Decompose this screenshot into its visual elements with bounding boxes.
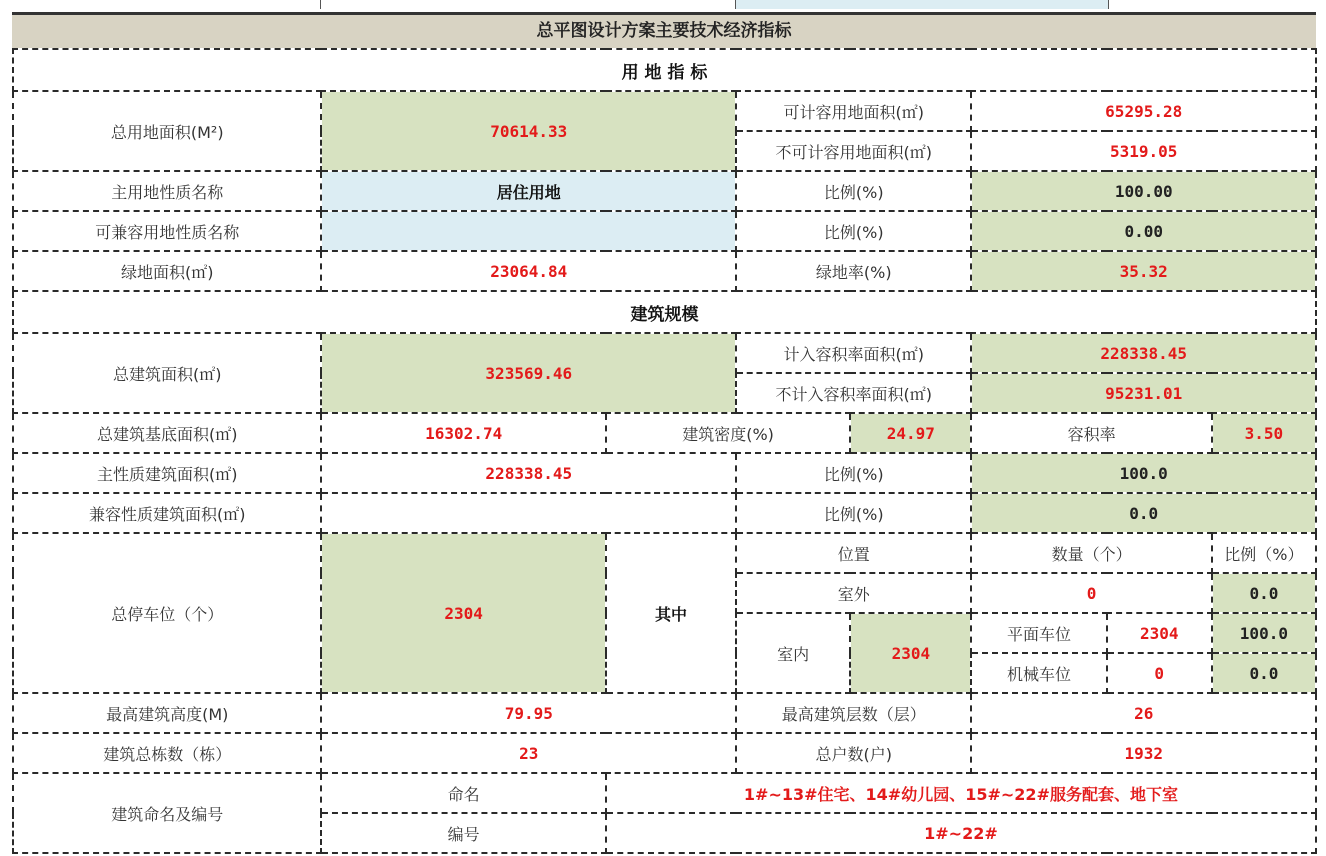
- parking-total-value: 2304: [321, 533, 605, 693]
- green-rate-label: 绿地率(%): [736, 251, 971, 291]
- parking-ratio-header: 比例（%）: [1212, 533, 1316, 573]
- parking-label: 总停车位（个）: [13, 533, 321, 693]
- compat-land-use-value: [321, 211, 736, 251]
- parking-indoor-label: 室内: [736, 613, 850, 693]
- parking-indoor-count: 2304: [850, 613, 971, 693]
- parking-flat-label: 平面车位: [971, 613, 1106, 653]
- parking-outdoor-ratio: 0.0: [1212, 573, 1316, 613]
- nonfar-land-area-label: 不可计容用地面积(㎡): [736, 131, 971, 171]
- parking-flat-ratio: 100.0: [1212, 613, 1316, 653]
- parking-of-which: 其中: [606, 533, 736, 693]
- main-land-ratio-value: 100.00: [971, 171, 1316, 211]
- households-value: 1932: [971, 733, 1316, 773]
- total-gfa-label: 总建筑面积(㎡): [13, 333, 321, 413]
- far-gfa-label: 计入容积率面积(㎡): [736, 333, 971, 373]
- table-row: [13, 291, 1316, 333]
- compat-gfa-ratio-label: 比例(%): [736, 493, 971, 533]
- top-strip-cell: [0, 0, 321, 9]
- max-floors-value: 26: [971, 693, 1316, 733]
- compat-land-ratio-label: 比例(%): [736, 211, 971, 251]
- main-gfa-value: 228338.45: [321, 453, 736, 493]
- density-label: 建筑密度(%): [606, 413, 850, 453]
- top-strip-cell: [321, 0, 736, 9]
- building-count-label: 建筑总栋数（栋）: [13, 733, 321, 773]
- nonfar-gfa-label: 不计入容积率面积(㎡): [736, 373, 971, 413]
- parking-mech-label: 机械车位: [971, 653, 1106, 693]
- far-land-area-label: 可计容用地面积(㎡): [736, 91, 971, 131]
- main-land-use-label: 主用地性质名称: [13, 171, 321, 211]
- parking-outdoor-label: 室外: [736, 573, 971, 613]
- section-header-land: 用 地 指 标: [13, 49, 1316, 91]
- far-land-area-value: 65295.28: [971, 91, 1316, 131]
- name-value: 1#~13#住宅、14#幼儿园、15#~22#服务配套、地下室: [606, 773, 1316, 813]
- section-header-building: 建筑规模: [13, 291, 1316, 333]
- parking-position-header: 位置: [736, 533, 971, 573]
- main-land-use-value: 居住用地: [321, 171, 736, 211]
- total-land-area-value: 70614.33: [321, 91, 736, 171]
- max-height-value: 79.95: [321, 693, 736, 733]
- naming-label: 建筑命名及编号: [13, 773, 321, 853]
- number-value: 1#~22#: [606, 813, 1316, 853]
- green-area-label: 绿地面积(㎡): [13, 251, 321, 291]
- far-gfa-value: 228338.45: [971, 333, 1316, 373]
- base-area-label: 总建筑基底面积(㎡): [13, 413, 321, 453]
- parking-outdoor-count: 0: [971, 573, 1211, 613]
- total-land-area-label: 总用地面积(M²): [13, 91, 321, 171]
- nonfar-gfa-value: 95231.01: [971, 373, 1316, 413]
- total-gfa-value: 323569.46: [321, 333, 736, 413]
- parking-flat-count: 2304: [1107, 613, 1212, 653]
- table-row: [13, 693, 1316, 733]
- table-title: 总平图设计方案主要技术经济指标: [12, 12, 1316, 48]
- green-area-value: 23064.84: [321, 251, 736, 291]
- main-land-ratio-label: 比例(%): [736, 171, 971, 211]
- compat-gfa-label: 兼容性质建筑面积(㎡): [13, 493, 321, 533]
- table-row: [13, 333, 1316, 373]
- compat-gfa-ratio-value: 0.0: [971, 493, 1316, 533]
- building-count-value: 23: [321, 733, 736, 773]
- table-row: [13, 773, 1316, 813]
- compat-land-ratio-value: 0.00: [971, 211, 1316, 251]
- table-row: [13, 533, 1316, 573]
- compat-gfa-value: [321, 493, 736, 533]
- main-gfa-ratio-value: 100.0: [971, 453, 1316, 493]
- top-strip-cell: [736, 0, 1109, 9]
- households-label: 总户数(户): [736, 733, 971, 773]
- table-row: [13, 413, 1316, 453]
- density-value: 24.97: [850, 413, 971, 453]
- plot-ratio-value: 3.50: [1212, 413, 1316, 453]
- parking-mech-ratio: 0.0: [1212, 653, 1316, 693]
- top-strip: [0, 0, 1326, 10]
- green-rate-value: 35.32: [971, 251, 1316, 291]
- main-gfa-ratio-label: 比例(%): [736, 453, 971, 493]
- compat-land-use-label: 可兼容用地性质名称: [13, 211, 321, 251]
- parking-mech-count: 0: [1107, 653, 1212, 693]
- max-height-label: 最高建筑高度(M): [13, 693, 321, 733]
- base-area-value: 16302.74: [321, 413, 605, 453]
- indicator-table: [12, 48, 1317, 854]
- plot-ratio-label: 容积率: [971, 413, 1211, 453]
- table-row: [13, 211, 1316, 251]
- name-label: 命名: [321, 773, 605, 813]
- nonfar-land-area-value: 5319.05: [971, 131, 1316, 171]
- table-row: [13, 171, 1316, 211]
- table-row: [13, 493, 1316, 533]
- table-row: [13, 453, 1316, 493]
- number-label: 编号: [321, 813, 605, 853]
- parking-count-header: 数量（个）: [971, 533, 1211, 573]
- table-row: [13, 49, 1316, 91]
- main-gfa-label: 主性质建筑面积(㎡): [13, 453, 321, 493]
- table-row: [13, 91, 1316, 131]
- table-row: [13, 251, 1316, 291]
- max-floors-label: 最高建筑层数（层）: [736, 693, 971, 733]
- table-row: [13, 733, 1316, 773]
